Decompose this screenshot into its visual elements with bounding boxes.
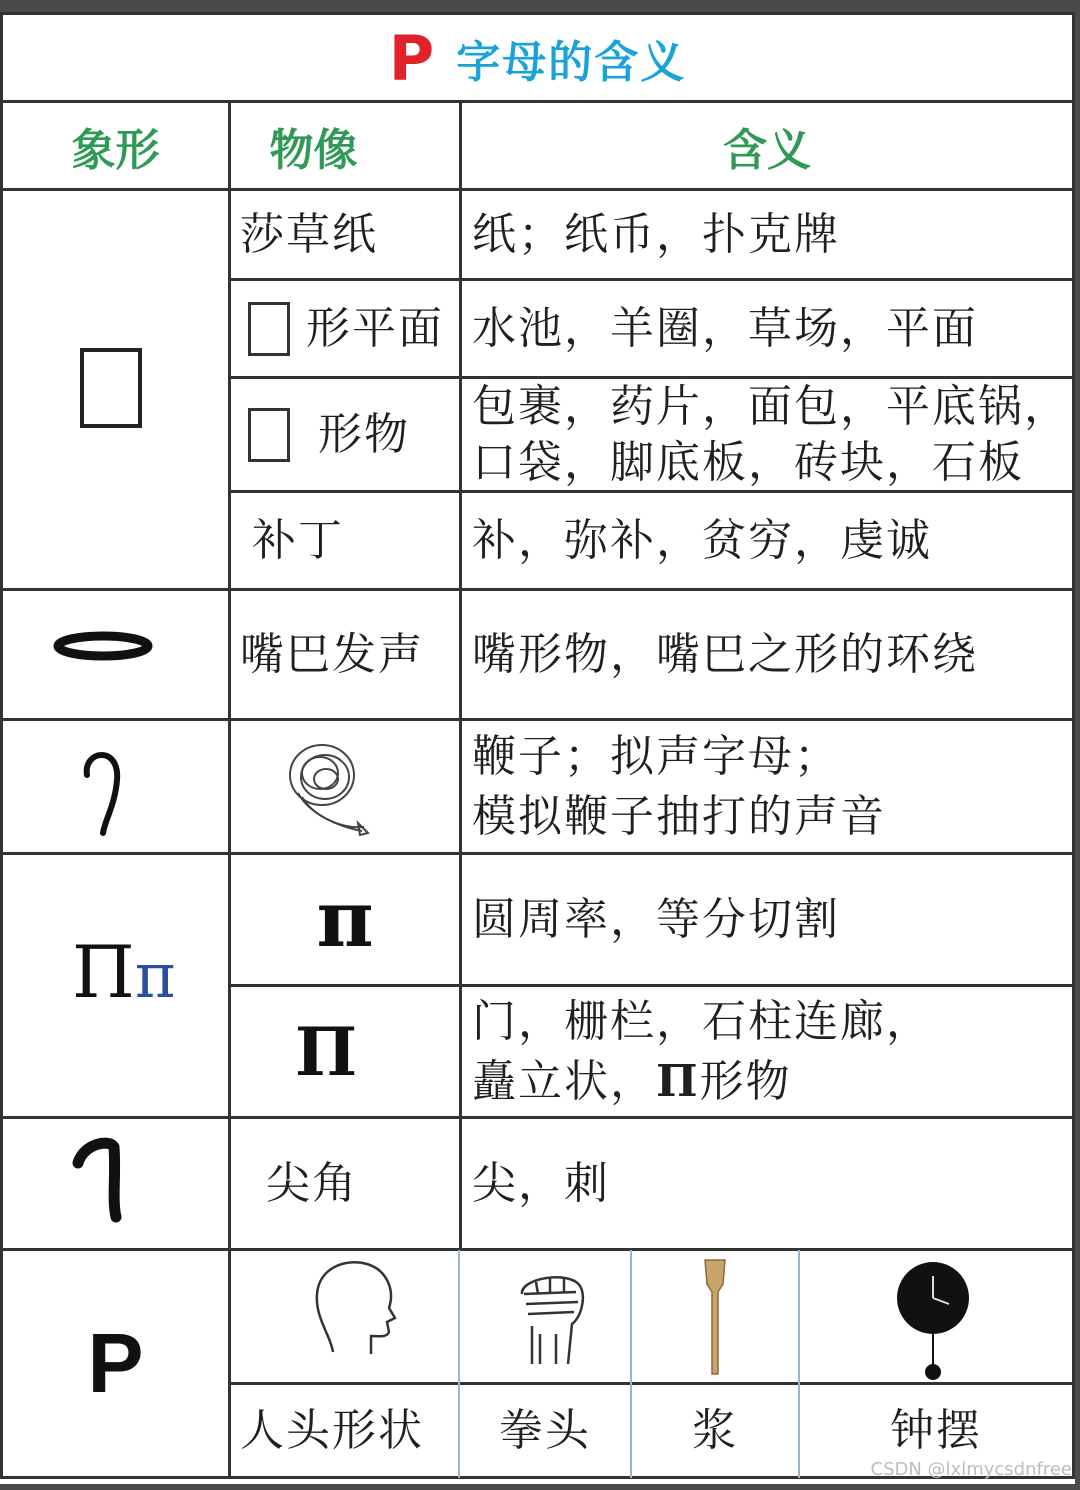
meaning-pi-big-line2-symbol: Π	[656, 1055, 700, 1107]
big-pi-glyph: Π	[72, 930, 135, 1014]
small-rectangle-icon	[248, 408, 290, 462]
meaning-shaped-line2: 口袋，脚底板，砖块，石板	[472, 436, 1024, 488]
object-mouth: 嘴巴发声	[240, 628, 424, 680]
meaning-pi-big	[472, 987, 1072, 1116]
object-pi-small: π	[316, 874, 374, 965]
hook-pictograph-icon	[75, 745, 135, 840]
object-shaped-label: 形物	[318, 408, 410, 460]
meaning-shaped-line1: 包裹，药片，面包，平底锅，	[472, 380, 1070, 432]
object-shaped	[248, 379, 458, 490]
meaning-whip-line1: 鞭子；拟声字母；	[472, 730, 840, 782]
header-pictograph: 象形	[71, 124, 160, 176]
rectangle-pictograph-icon	[80, 348, 142, 428]
meaning-tip: 尖，刺	[472, 1157, 610, 1209]
small-pi-glyph: π	[134, 939, 176, 1012]
object-papyrus: 莎草纸	[240, 208, 378, 260]
object-flat	[248, 281, 458, 376]
meaning-pi-big-line2-b: 形物	[699, 1055, 792, 1107]
meaning-pi-big-line2	[472, 1052, 792, 1112]
grid-line	[1072, 12, 1075, 1479]
mouth-ellipse-icon	[50, 624, 160, 670]
meaning-flat: 水池，羊圈，草场，平面	[472, 302, 978, 354]
meaning-pi-big-line1: 门，栅栏，石柱连廊，	[472, 995, 932, 1047]
object-patch: 补丁	[252, 514, 344, 566]
label-pendulum: 钟摆	[890, 1404, 982, 1456]
grid-line	[228, 100, 231, 1479]
oar-icon	[695, 1258, 735, 1382]
whip-icon	[280, 735, 375, 840]
object-flat-label: 形平面	[306, 302, 444, 354]
object-pi-big: Π	[294, 1012, 358, 1091]
human-head-icon	[305, 1256, 405, 1358]
meaning-patch: 补，弥补，贫穷，虔诚	[472, 514, 932, 566]
header-object: 物像	[269, 124, 358, 176]
title-text: 字母的含义	[456, 37, 687, 88]
meaning-mouth: 嘴形物，嘴巴之形的环绕	[472, 628, 978, 680]
object-tip: 尖角	[266, 1157, 358, 1209]
tip-pictograph-icon	[70, 1135, 130, 1225]
grid-line	[0, 12, 1075, 15]
meaning-pi-small: 圆周率，等分切割	[472, 893, 840, 945]
pi-pictograph	[72, 930, 176, 1014]
label-human-head: 人头形状	[240, 1404, 424, 1456]
meaning-pi-big-line2-a: 矗立状，	[472, 1055, 656, 1107]
p-pictograph: P	[87, 1316, 144, 1410]
meaning-whip	[472, 721, 1072, 852]
small-rectangle-icon	[248, 302, 290, 356]
pendulum-clock-icon	[895, 1260, 975, 1384]
fist-icon	[510, 1264, 590, 1366]
title-letter: P	[388, 21, 435, 95]
watermark: CSDN @lxlmycsdnfree	[870, 1459, 1072, 1480]
meaning-whip-line2: 模拟鞭子抽打的声音	[472, 790, 886, 842]
grid-line	[459, 100, 462, 1250]
page-title	[0, 14, 1075, 102]
meaning-shaped	[472, 379, 1072, 490]
meaning-papyrus: 纸；纸币，扑克牌	[472, 208, 840, 260]
label-fist: 拳头	[499, 1404, 591, 1456]
label-oar: 浆	[692, 1404, 738, 1456]
header-meaning: 含义	[723, 124, 811, 176]
